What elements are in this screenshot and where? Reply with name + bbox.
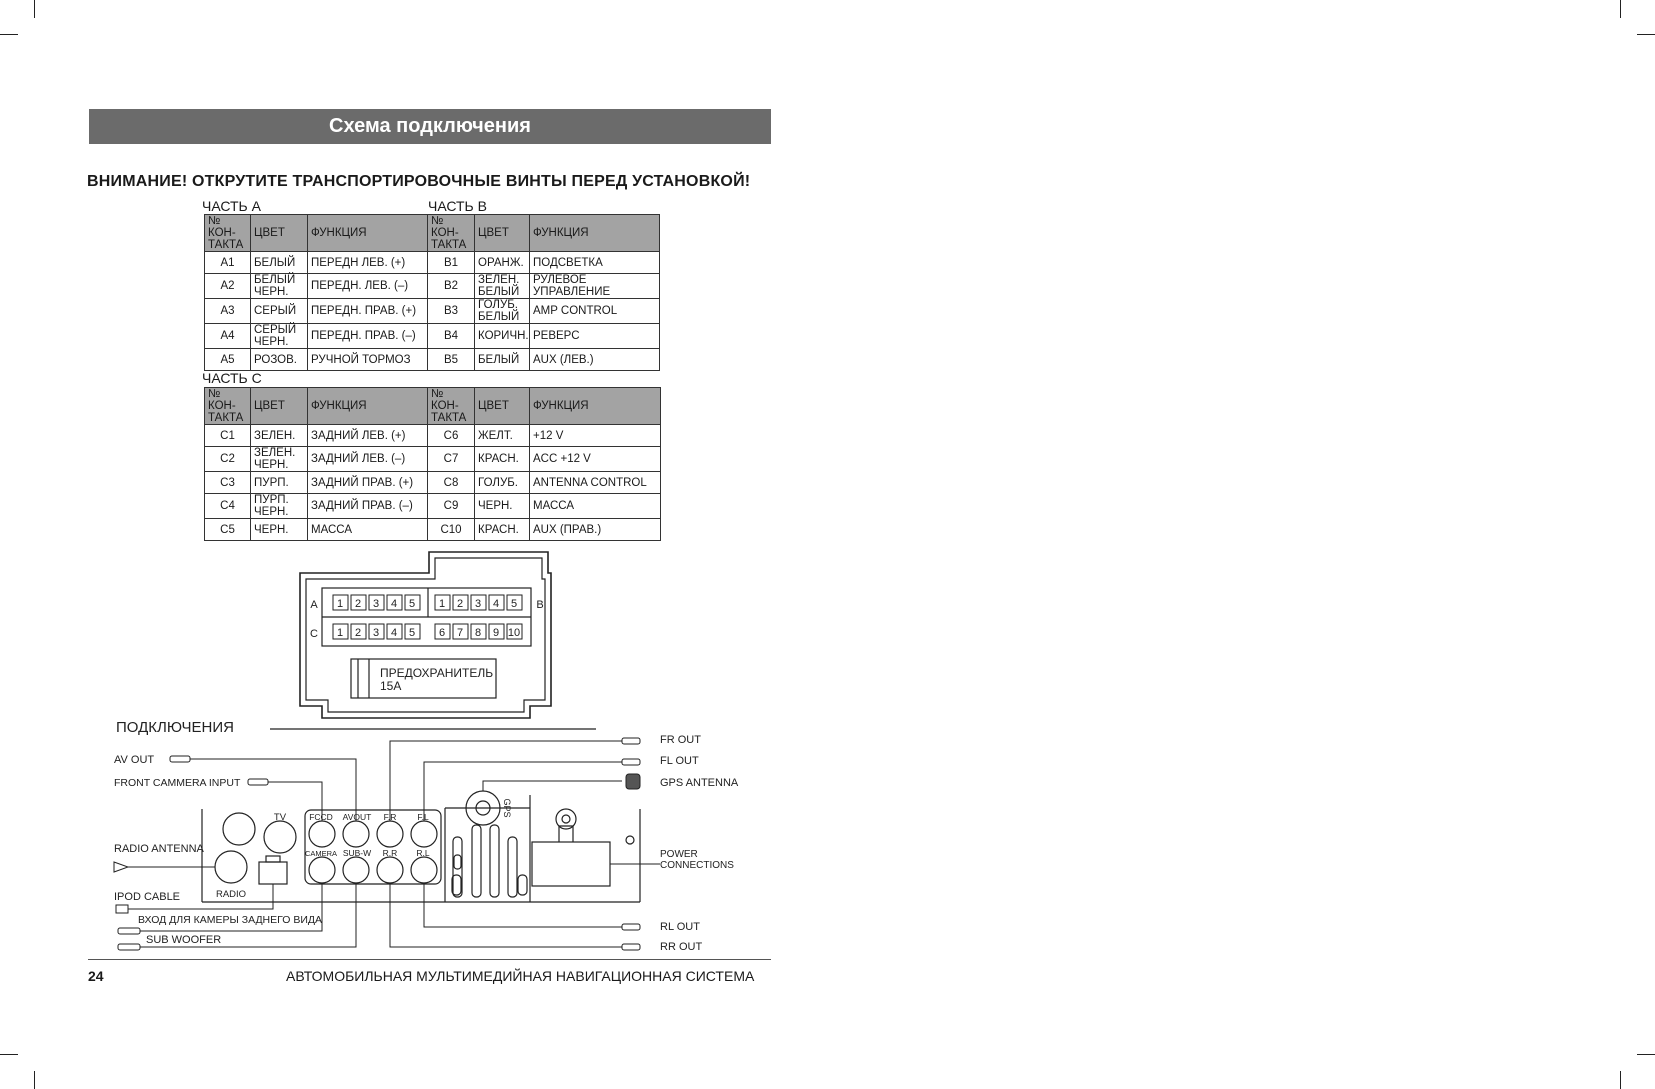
pin-number: 2 <box>354 598 362 610</box>
page-title: Схема подключения <box>329 115 531 137</box>
rca-jack-icon <box>377 821 403 847</box>
header-function: ФУНКЦИЯ <box>308 388 428 425</box>
pin-number: 10 <box>507 627 521 639</box>
rca-plug-icon <box>622 924 640 930</box>
pin-cell: A5 <box>205 349 251 371</box>
rca-jack-icon <box>343 821 369 847</box>
row-a-label: A <box>310 599 318 611</box>
pin-number: 5 <box>510 598 518 610</box>
pin-cell: B5 <box>428 349 475 371</box>
part-c-label: ЧАСТЬ С <box>202 370 262 386</box>
header-color: ЦВЕТ <box>475 388 530 425</box>
function-cell: ЗАДНИЙ ЛЕВ. (–) <box>308 447 428 472</box>
header-function: ФУНКЦИЯ <box>530 215 660 252</box>
function-cell: РУЧНОЙ ТОРМОЗ <box>308 349 428 371</box>
pin-cell: B1 <box>428 252 475 274</box>
pin-number: 5 <box>408 627 416 639</box>
connection-label: GPS ANTENNA <box>660 777 739 789</box>
pin-number: 3 <box>372 627 380 639</box>
pin-number: 7 <box>456 627 464 639</box>
pin-cell: A2 <box>205 274 251 299</box>
function-cell: ЗАДНИЙ ПРАВ. (+) <box>308 472 428 494</box>
pin-cell: C5 <box>205 519 251 541</box>
pin-number: 3 <box>474 598 482 610</box>
part-a-label: ЧАСТЬ А <box>202 198 261 214</box>
rca-plug-icon <box>622 944 640 950</box>
color-cell: БЕЛЫЙ ЧЕРН. <box>251 274 308 299</box>
footer-title: АВТОМОБИЛЬНАЯ МУЛЬТИМЕДИЙНАЯ НАВИГАЦИОННАЯ СИСТЕМА <box>286 968 755 984</box>
function-cell: ЗАДНИЙ ПРАВ. (–) <box>308 494 428 519</box>
color-cell: СЕРЫЙ ЧЕРН. <box>251 324 308 349</box>
pin-cell: B4 <box>428 324 475 349</box>
row-c-label: C <box>310 628 318 640</box>
panel-label: FCCD <box>309 812 333 822</box>
connection-label: AV OUT <box>114 754 155 766</box>
fuse-label: ПРЕДОХРАНИТЕЛЬ <box>380 666 494 680</box>
connection-label: POWER <box>660 849 698 860</box>
color-cell: КРАСН. <box>475 447 530 472</box>
pin-cell: C2 <box>205 447 251 472</box>
color-cell: ПУРП. ЧЕРН. <box>251 494 308 519</box>
function-cell: AMP CONTROL <box>530 299 660 324</box>
header-function: ФУНКЦИЯ <box>308 215 428 252</box>
panel-label: SUB-W <box>342 848 372 858</box>
color-cell: ЗЕЛЕН. ЧЕРН. <box>251 447 308 472</box>
color-cell: ЧЕРН. <box>251 519 308 541</box>
panel-label: AVOUT <box>342 812 372 822</box>
pin-cell: B2 <box>428 274 475 299</box>
connection-label: RR OUT <box>660 941 703 953</box>
pin-cell: C3 <box>205 472 251 494</box>
function-cell: ПЕРЕДН. ПРАВ. (+) <box>308 299 428 324</box>
pin-cell: C7 <box>428 447 475 472</box>
color-cell: БЕЛЫЙ <box>251 252 308 274</box>
function-cell: МАССА <box>530 494 661 519</box>
connection-label: ВХОД ДЛЯ КАМЕРЫ ЗАДНЕГО ВИДА <box>138 914 322 926</box>
panel-label: TV <box>273 812 287 823</box>
pin-cell: A4 <box>205 324 251 349</box>
pin-number: 1 <box>336 627 344 639</box>
rca-jack-icon <box>343 857 369 883</box>
connection-label: SUB WOOFER <box>146 934 222 946</box>
color-cell: ОРАНЖ. <box>475 252 530 274</box>
function-cell: AUX (ЛЕВ.) <box>530 349 660 371</box>
rca-plug-icon <box>170 756 190 762</box>
panel-label: RADIO <box>215 889 247 900</box>
function-cell: ANTENNA CONTROL <box>530 472 661 494</box>
color-cell: ГОЛУБ. БЕЛЫЙ <box>475 299 530 324</box>
header-color: ЦВЕТ <box>251 388 308 425</box>
iso-connector <box>300 552 551 718</box>
connection-label: RADIO ANTENNA <box>114 843 204 855</box>
row-b-label: B <box>536 599 544 611</box>
connection-label: IPOD CABLE <box>114 891 181 903</box>
header-pin: № КОН-ТАКТА <box>428 388 475 425</box>
rca-jack-icon <box>411 821 437 847</box>
connection-label: FL OUT <box>660 755 699 767</box>
ipod-plug-icon <box>116 905 128 913</box>
pin-cell: C8 <box>428 472 475 494</box>
pin-cell: C1 <box>205 425 251 447</box>
connection-label: FRONT CAMMERA INPUT <box>114 777 241 789</box>
color-cell: СЕРЫЙ <box>251 299 308 324</box>
panel-label: CAMERA <box>304 849 338 858</box>
color-cell: ЗЕЛЕН. БЕЛЫЙ <box>475 274 530 299</box>
color-cell: РОЗОВ. <box>251 349 308 371</box>
panel-label: GPS <box>502 798 512 818</box>
header-pin: № КОН-ТАКТА <box>428 215 475 252</box>
pin-number: 1 <box>336 598 344 610</box>
pin-cell: C6 <box>428 425 475 447</box>
rca-jack-icon <box>377 857 403 883</box>
rca-plug-icon <box>118 928 140 934</box>
color-cell: КРАСН. <box>475 519 530 541</box>
rca-jack-icon <box>411 857 437 883</box>
pin-cell: A3 <box>205 299 251 324</box>
ipod-port-icon <box>259 862 287 884</box>
panel-label: F.R <box>383 812 397 822</box>
header-color: ЦВЕТ <box>475 215 530 252</box>
connection-label: FR OUT <box>660 734 701 746</box>
rca-plug-icon <box>622 738 640 744</box>
pin-cell: C4 <box>205 494 251 519</box>
pin-number: 2 <box>354 627 362 639</box>
pin-number: 5 <box>408 598 416 610</box>
pin-number: 1 <box>438 598 446 610</box>
header-pin: № КОН-ТАКТА <box>205 215 251 252</box>
rca-plug-icon <box>622 759 640 765</box>
gps-plug-icon <box>626 774 640 789</box>
pin-number: 3 <box>372 598 380 610</box>
connection-label: CONNECTIONS <box>660 860 734 871</box>
function-cell: ACC +12 V <box>530 447 661 472</box>
fuse-value: 15A <box>380 679 402 693</box>
pin-number: 4 <box>390 598 398 610</box>
function-cell: ПОДСВЕТКА <box>530 252 660 274</box>
function-cell: ПЕРЕДН. ЛЕВ. (–) <box>308 274 428 299</box>
color-cell: КОРИЧН. <box>475 324 530 349</box>
function-cell: ЗАДНИЙ ЛЕВ. (+) <box>308 425 428 447</box>
footer-rule <box>88 959 771 960</box>
warning-text: ВНИМАНИЕ! ОТКРУТИТЕ ТРАНСПОРТИРОВОЧНЫЕ ВИНТЫ ПЕРЕД УСТАНОВКОЙ! <box>87 173 751 190</box>
pin-number: 9 <box>492 627 500 639</box>
part-b-label: ЧАСТЬ В <box>428 198 487 214</box>
color-cell: БЕЛЫЙ <box>475 349 530 371</box>
panel-label: R.L <box>416 848 430 858</box>
function-cell: ПЕРЕДН. ПРАВ. (–) <box>308 324 428 349</box>
pin-cell: B3 <box>428 299 475 324</box>
panel-label: R.R <box>382 848 398 858</box>
pin-cell: A1 <box>205 252 251 274</box>
radio-jack-icon <box>215 851 247 883</box>
tv-jack-icon <box>264 821 296 853</box>
color-cell: ГОЛУБ. <box>475 472 530 494</box>
rca-jack-icon <box>309 857 335 883</box>
header-pin: № КОН-ТАКТА <box>205 388 251 425</box>
pin-number: 6 <box>438 627 446 639</box>
connection-label: RL OUT <box>660 921 700 933</box>
function-cell: МАССА <box>308 519 428 541</box>
color-cell: ПУРП. <box>251 472 308 494</box>
pin-number: 8 <box>474 627 482 639</box>
color-cell: ЧЕРН. <box>475 494 530 519</box>
antenna-plug-icon <box>114 862 128 872</box>
function-cell: ПЕРЕДН ЛЕВ. (+) <box>308 252 428 274</box>
pin-number: 4 <box>492 598 500 610</box>
pin-number: 4 <box>390 627 398 639</box>
rca-plug-icon <box>118 944 140 950</box>
header-color: ЦВЕТ <box>251 215 308 252</box>
function-cell: РУЛЕВОЕ УПРАВЛЕНИЕ <box>530 274 660 299</box>
power-connector-icon <box>532 842 610 886</box>
function-cell: +12 V <box>530 425 661 447</box>
pin-cell: C10 <box>428 519 475 541</box>
pin-cell: C9 <box>428 494 475 519</box>
pin-number: 2 <box>456 598 464 610</box>
function-cell: AUX (ПРАВ.) <box>530 519 661 541</box>
function-cell: РЕВЕРС <box>530 324 660 349</box>
head-unit-panel <box>202 791 640 902</box>
rca-plug-icon <box>248 779 268 785</box>
tv-jack-icon <box>223 813 255 845</box>
panel-label: F.L <box>417 812 429 822</box>
color-cell: ЖЕЛТ. <box>475 425 530 447</box>
connections-title: ПОДКЛЮЧЕНИЯ <box>116 719 234 736</box>
header-function: ФУНКЦИЯ <box>530 388 661 425</box>
color-cell: ЗЕЛЕН. <box>251 425 308 447</box>
page-number: 24 <box>88 968 104 984</box>
rca-jack-icon <box>309 821 335 847</box>
